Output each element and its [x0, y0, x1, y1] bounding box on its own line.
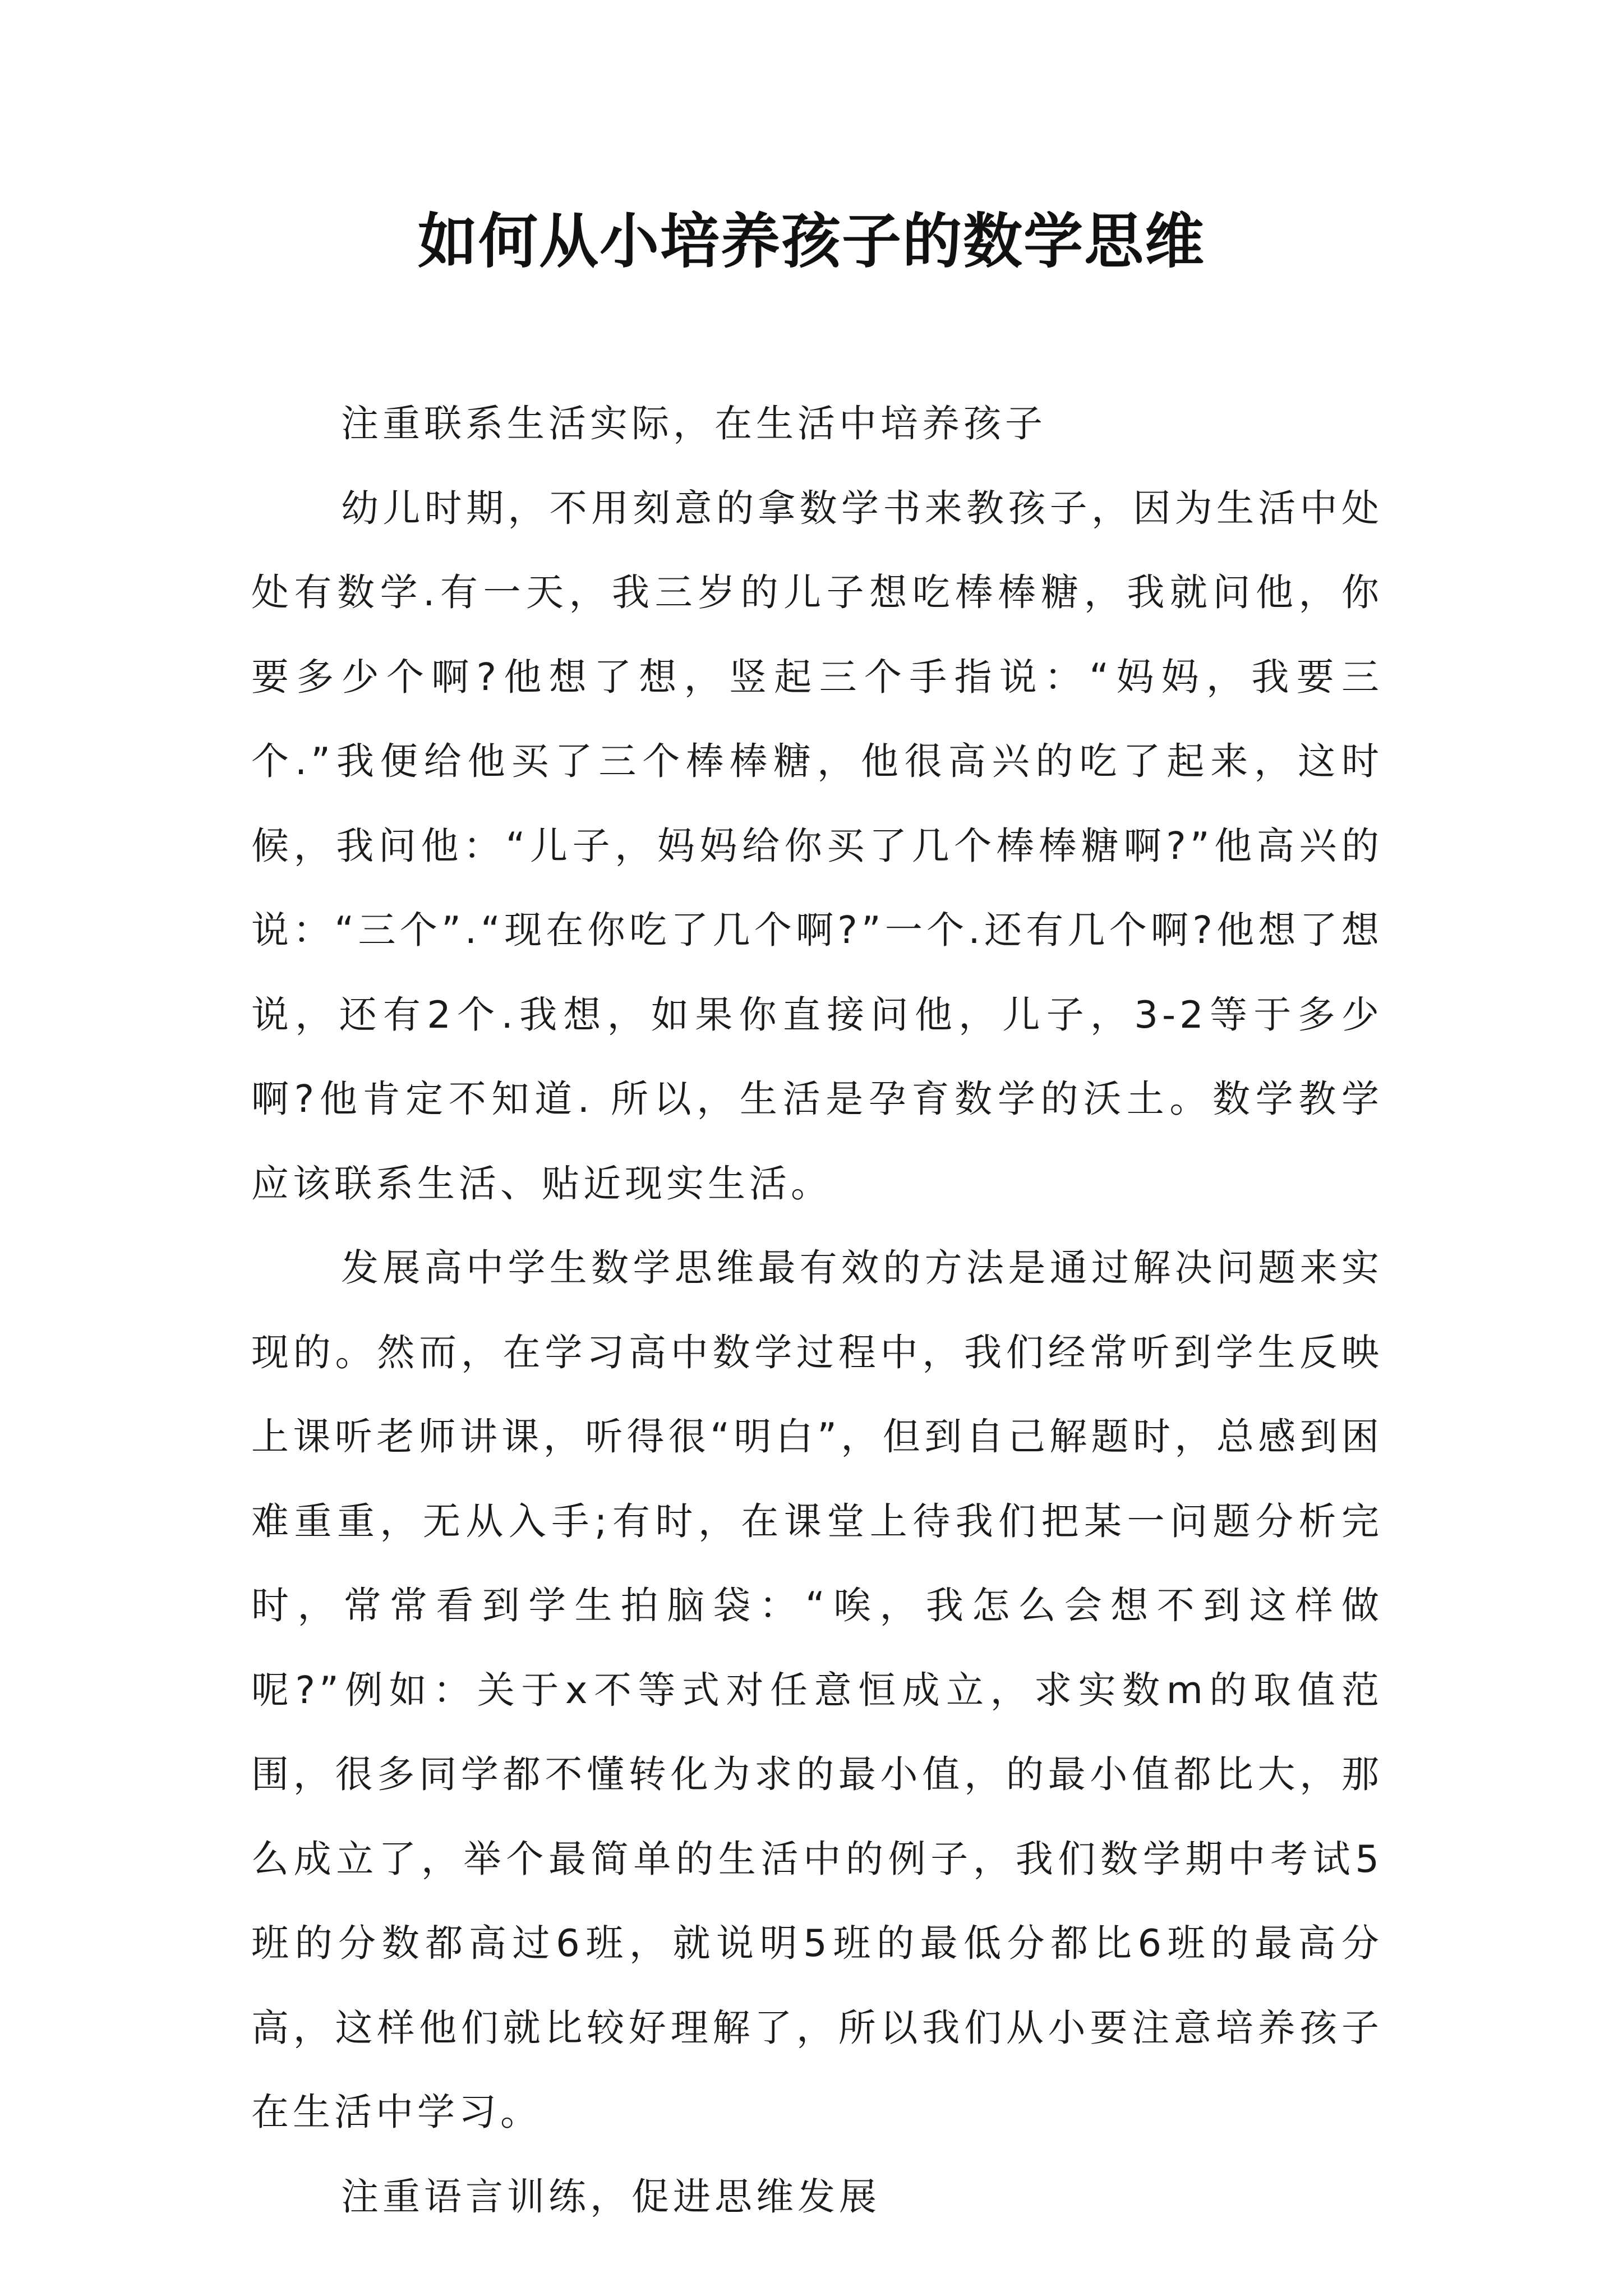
section-heading-life: 注重联系生活实际，在生活中培养孩子	[341, 402, 1046, 445]
document-title: 如何从小培养孩子的数学思维	[418, 206, 1205, 276]
paragraph-lollipop-example: 幼儿时期，不用刻意的拿数学书来教孩子，因为生活中处处有数学.有一天，我三岁的儿子想吃棒棒糖，我就问他，你要多少个啊?他想了想，竖起三个手指说：“妈妈，我要三个.”我便给他买了三个棒棒糖，他很高兴的吃了起来，这时候，我问他：“儿子，妈妈给你买了几个棒棒糖啊?”他高兴的说：“三个”.“现在你吃了几个啊?”一个.还有几个啊?他想了想说，还有2个.我想，如果你直接问他，儿子，3-2等于多少啊?他肯定不知道. 所以，生活是孕育数学的沃土。数学教学应该联系生活、贴近现实生活。	[251, 486, 1383, 1205]
paragraph-problem-solving: 发展高中学生数学思维最有效的方法是通过解决问题来实现的。然而，在学习高中数学过程中，我们经常听到学生反映上课听老师讲课，听得很“明白”，但到自己解题时，总感到困难重重，无从入手;有时，在课堂上待我们把某一问题分析完时，常常看到学生拍脑袋：“唉，我怎么会想不到这样做呢?”例如：关于x不等式对任意恒成立，求实数m的取值范围，很多同学都不懂转化为求的最小值，的最小值都比大，那么成立了，举个最简单的生活中的例子，我们数学期中考试5班的分数都高过6班，就说明5班的最低分都比6班的最高分高，这样他们就比较好理解了，所以我们从小要注意培养孩子在生活中学习。	[251, 1246, 1383, 2134]
section-heading-language: 注重语言训练，促进思维发展	[341, 2174, 880, 2219]
document-body	[251, 381, 1383, 2239]
